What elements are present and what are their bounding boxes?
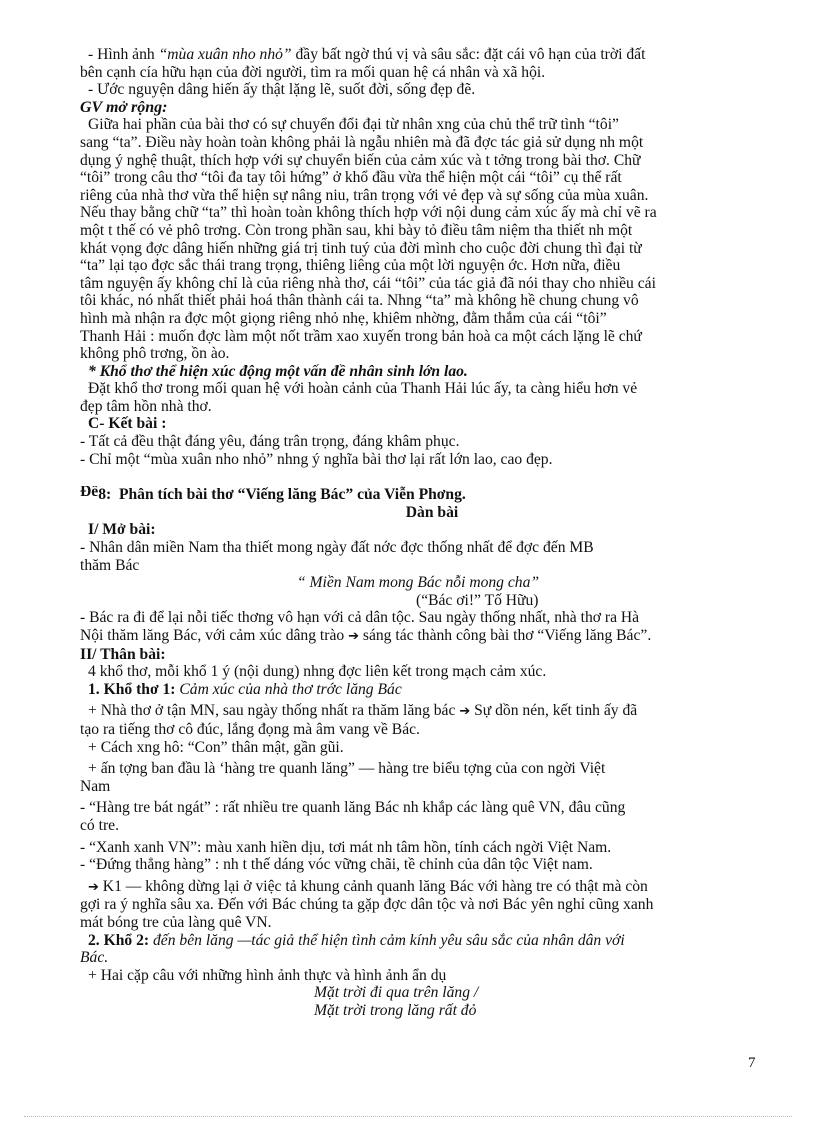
nhan-sinh-heading: * Khổ thơ thể hiện xúc động một vấn đề nhân sinh lớn lao.: [88, 362, 468, 380]
kho1-line: - “Hàng tre bát ngát” : rất nhiều tre quanh lăng Bác nh khắp các làng quê VN, đâu cũng: [80, 799, 626, 817]
gv-line: Thanh Hải : muốn đợc làm một nốt trầm xao xuyến trong bản hoà ca một cách lặng lẽ chứ: [80, 327, 642, 345]
kho1-line: - “Xanh xanh VN”: màu xanh hiền dịu, tơi mát nh tâm hồn, tính cách ngời Việt Nam.: [80, 838, 612, 856]
kho2-desc-2: Bác.: [80, 949, 109, 967]
kho1-line: tạo ra tiếng thơ cô đúc, lắng đọng mà âm vang về Bác.: [80, 720, 420, 738]
mo-bai-quote: “ Miền Nam mong Bác nỗi mong cha”: [296, 574, 540, 592]
kho1-line: + ấn tợng ban đầu là ‘hàng tre quanh lăng” — hàng tre biểu tợng của con ngời Việt: [88, 760, 606, 778]
intro-line-2: bên cạnh cía hữu hạn của đời người, tìm ra mối quan hệ cá nhân và xã hội.: [80, 63, 546, 81]
mo-bai-source: (“Bác ơi!” Tố Hữu): [416, 591, 539, 609]
text: - Hình ảnh: [88, 46, 159, 63]
than-bai-heading: II/ Thân bài:: [80, 645, 166, 663]
arrow-right-icon: ➔: [88, 879, 99, 895]
de8-prefix: Đề: [80, 486, 99, 501]
arrow-right-icon: ➔: [348, 629, 359, 644]
kho2-heading: [80, 932, 756, 950]
document-page: [80, 46, 756, 1019]
mo-bai-heading: I/ Mở bài:: [88, 521, 156, 539]
gv-line: sang “ta”. Điều này hoàn toàn không phải là ngẫu nhiên mà đã đợc tác giả sử dụng nh một: [80, 133, 644, 151]
gv-line: “tôi” trong câu thơ “tôi đa tay tôi hứng” ở khổ đầu vừa thể hiện một cái “tôi” cụ thể rất: [80, 169, 622, 187]
kho1-line: - “Đứng thẳng hàng” : nh t thế dáng vóc vững chãi, tề chỉnh của dân tộc Việt nam.: [80, 856, 593, 874]
intro-line-1: [80, 46, 756, 64]
de8-title: [80, 486, 756, 504]
nhan-sinh-line: Đặt khổ thơ trong mối quan hệ với hoàn cảnh của Thanh Hải lúc ấy, ta càng hiểu hơn vẻ: [88, 380, 638, 398]
gv-line: tâm nguyện ấy không chỉ là của riêng nhà thơ, cái “tôi” của tác giả đã nói thay cho nhiều cái: [80, 274, 656, 292]
kho1-line: + Cách xng hô: “Con” thân mật, gần gũi.: [88, 738, 344, 756]
verse-line: Mặt trời đi qua trên lăng /: [314, 984, 479, 1002]
text: K1 — không dừng lại ở việc tả khung cảnh quanh lăng Bác với hàng tre có thật mà còn: [98, 877, 648, 895]
verse-line: Mặt trời trong lăng rất đỏ: [314, 1001, 477, 1019]
arrow-right-icon: ➔: [459, 704, 471, 720]
gv-line: một t thế có vẻ phô trơng. Còn trong phần sau, khi bày tỏ điều tâm niệm tha thiết nh một: [80, 221, 633, 239]
ket-bai-line: - Chỉ một “mùa xuân nho nhỏ” nhng ý nghĩa bài thơ lại rất lớn lao, cao đẹp.: [80, 450, 553, 468]
ket-bai-line: - Tất cả đều thật đáng yêu, đáng trân trọng, đáng khâm phục.: [80, 433, 460, 451]
k1-line: gợi ra ý nghĩa sâu xa. Đến với Bác chúng ta gặp đợc dân tộc và nơi Bác yên nghỉ cũng xanh: [80, 896, 654, 914]
nhan-sinh-line: đẹp tâm hồn nhà thơ.: [80, 397, 212, 415]
de8-heading: Phân tích bài thơ “Viếng lăng Bác” của Viễn Phơng.: [118, 486, 466, 504]
gv-line: Nếu thay bằng chữ “ta” thì hoàn toàn không thích hợp với nội dung cảm xúc ấy mà chỉ vẽ ra: [80, 204, 657, 222]
gv-paragraph: [80, 116, 756, 362]
text: Nội thăm lăng Bác, với cảm xúc dâng trào: [80, 627, 345, 644]
intro-line-3: - Ước nguyện dâng hiến ấy thật lặng lẽ, suốt đời, sống đẹp đẽ.: [88, 81, 476, 99]
text: + Nhà thơ ở tận MN, sau ngày thống nhất ra thăm lăng bác: [88, 702, 456, 720]
kho1-line: có tre.: [80, 816, 119, 834]
quote-mua-xuan: “mùa xuân nho nhỏ”: [158, 46, 292, 63]
kho2-label: 2. Khổ 2:: [88, 931, 150, 949]
mo-bai-line: thăm Bác: [80, 556, 140, 574]
gv-line: không phô trơng, ồn ào.: [80, 345, 230, 363]
ket-bai-heading: C- Kết bài :: [88, 415, 167, 433]
page-number: 7: [748, 1055, 756, 1071]
gv-line: hình mà nhận ra đợc một giọng riêng nhỏ nhẹ, khiêm nhờng, đằm thắm của cái “tôi”: [80, 309, 607, 327]
kho1-label: 1. Khổ thơ 1:: [88, 680, 176, 698]
de8-number: 8:: [98, 486, 112, 504]
k1-line: [80, 878, 756, 897]
page-bottom-divider: [24, 1116, 792, 1117]
k1-line: mát bóng tre của làng quê VN.: [80, 913, 272, 931]
gv-line: khát vọng đợc dâng hiến những giá trị tinh tuý của đời mình cho cuộc đời chung thì đại từ: [80, 239, 642, 257]
kho1-line: Nam: [80, 777, 111, 795]
kho2-desc: đến bên lăng —tác giả thể hiện tình cảm kính yêu sâu sắc của nhân dân với: [149, 931, 625, 949]
text: đầy bất ngờ thú vị và sâu sắc: đặt cái vô hạn của trời đất: [291, 46, 646, 63]
gv-line: tôi khác, nó nhất thiết phải hoá thân thành cái ta. Nhng “ta” mà không hề chung chung vô: [80, 292, 639, 310]
gv-line: Giữa hai phần của bài thơ có sự chuyển đổi đại từ nhân xng của chủ thể trữ tình “tôi”: [88, 116, 619, 134]
kho1-desc: Cảm xúc của nhà thơ trớc lăng Bác: [175, 680, 402, 698]
kho1-heading: [80, 681, 756, 699]
mo-bai-line: - Bác ra đi để lại nỗi tiếc thơng vô hạn với cả dân tộc. Sau ngày thống nhất, nhà thơ ra Hà: [80, 609, 640, 627]
than-bai-line: 4 khổ thơ, mỗi khổ 1 ý (nội dung) nhng đợc liên kết trong mạch cảm xúc.: [88, 663, 547, 681]
kho2-line: + Hai cặp câu với những hình ảnh thực và hình ảnh ẩn dụ: [88, 966, 447, 984]
text: sáng tác thành công bài thơ “Viếng lăng Bác”.: [358, 627, 652, 644]
dan-bai-subtitle: Dàn bài: [405, 503, 459, 521]
kho1-line: [80, 702, 756, 721]
mo-bai-line: - Nhân dân miền Nam tha thiết mong ngày đất nớc đợc thống nhất để đợc đến MB: [80, 539, 594, 557]
gv-line: riêng của nhà thơ vừa thể hiện sự nâng niu, trân trọng với vẻ đẹp và sự sống của mùa xuân.: [80, 186, 649, 204]
gv-line: “ta” lại tạo đợc sắc thái trang trọng, thiêng liêng của một lời nguyện ớc. Hơn nữa, điều: [80, 257, 621, 275]
mo-bai-line: [80, 627, 756, 646]
text: Sự dồn nén, kết tinh ấy đã: [470, 702, 638, 720]
gv-line: dụng ý nghệ thuật, thích hợp với sự chuyển biến của cảm xúc và t tởng trong bài thơ. Chữ: [80, 151, 641, 169]
gv-heading: GV mở rộng:: [80, 98, 168, 116]
